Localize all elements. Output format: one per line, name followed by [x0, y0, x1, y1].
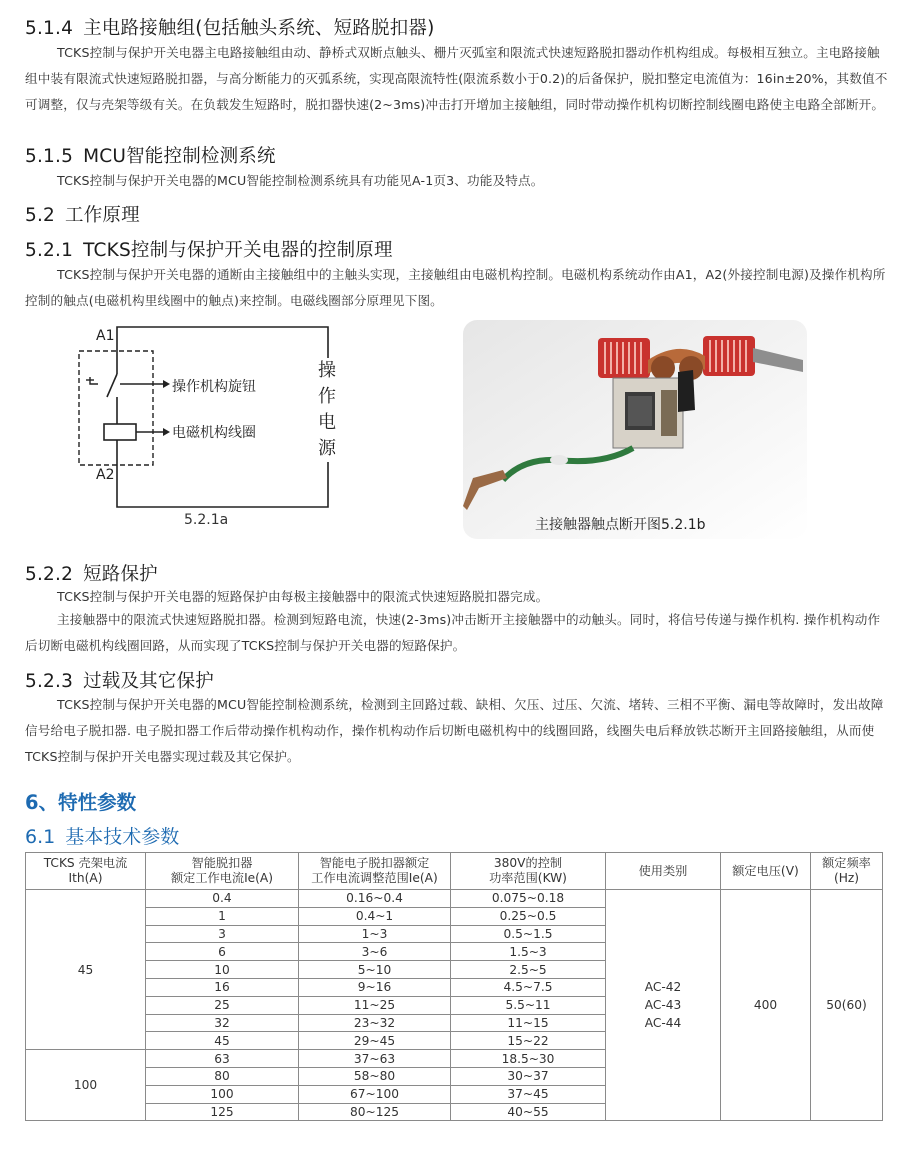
cell-kw: 1.5~3: [451, 943, 606, 961]
cell-range: 9~16: [299, 978, 451, 996]
cell-kw: 2.5~5: [451, 961, 606, 979]
heading-6-1: 6.1 基本技术参数: [25, 826, 180, 848]
circuit-wire: [117, 327, 328, 507]
cell-use-category: AC-42 AC-43 AC-44: [606, 890, 721, 1121]
coil-symbol: [104, 424, 136, 440]
label-operating-knob: 操作机构旋钮: [172, 379, 256, 395]
para-5-1-4: TCKS控制与保护开关电器主电路接触组由动、静桥式双断点触头、栅片灭弧室和限流式快速短路脱扣器动作机构组成。每极相互独立。主电路接触组中装有限流式快速短路脱扣器，与高分断能力的灭弧系统，实现高限流特性(限流系数小于0.2)的后备保护，脱扣整定电流值为：16in±20%，其数值不可调整，仅与壳架等级有关。在负载发生短路时，脱扣器快速(2~3ms)冲击打开增加主接触组，同时带动操作机构切断控制线圈电路使主电路全部断开。: [25, 45, 888, 112]
cell-frequency: 50(60): [811, 890, 883, 1121]
para-5-1-5: TCKS控制与保护开关电器的MCU智能控制检测系统具有功能见A-1页3、功能及特点。: [57, 173, 544, 188]
cell-ie: 10: [146, 961, 299, 979]
label-a2: A2: [96, 467, 115, 483]
para-5-2-3: TCKS控制与保护开关电器的MCU智能控制检测系统，检测到主回路过载、缺相、欠压、过压、欠流、堵转、三相不平衡、漏电等故障时，发出故障信号给电子脱扣器. 电子脱扣器工作后带动操作机构动作，操作机构动作后切断电磁机构中的线圈回路，线圈失电后释放铁芯断开主回路接触组，从而使TCKS控制与保护开关电器实现过载及其它保护。: [25, 697, 884, 764]
cell-ie: 6: [146, 943, 299, 961]
cell-range: 11~25: [299, 996, 451, 1014]
cell-kw: 18.5~30: [451, 1050, 606, 1068]
cell-ie: 25: [146, 996, 299, 1014]
heading-5-1-4: 5.1.4 主电路接触组(包括触头系统、短路脱扣器): [25, 18, 435, 39]
cell-kw: 11~15: [451, 1014, 606, 1032]
cell-ie: 16: [146, 978, 299, 996]
cell-kw: 4.5~7.5: [451, 978, 606, 996]
cell-frame-45: 45: [26, 890, 146, 1050]
cell-ie: 0.4: [146, 890, 299, 908]
col-header-use-category: 使用类别: [606, 853, 721, 890]
cell-kw: 0.25~0.5: [451, 907, 606, 925]
cell-range: 1~3: [299, 925, 451, 943]
cell-ie: 63: [146, 1050, 299, 1068]
cell-range: 29~45: [299, 1032, 451, 1050]
col-header-rated-voltage: 额定电压(V): [721, 853, 811, 890]
cell-kw: 40~55: [451, 1103, 606, 1121]
arrow-knob: [163, 380, 170, 388]
cell-kw: 37~45: [451, 1085, 606, 1103]
table-header-row: [26, 853, 883, 890]
cell-range: 58~80: [299, 1067, 451, 1085]
cell-ie: 1: [146, 907, 299, 925]
cell-ie: 125: [146, 1103, 299, 1121]
caption-5-2-1b: 主接触器触点断开图5.2.1b: [535, 517, 706, 533]
cell-ie: 80: [146, 1067, 299, 1085]
cell-ie: 32: [146, 1014, 299, 1032]
col-header-rated-frequency: 额定频率(Hz): [811, 853, 883, 890]
coil-circuit-diagram: [70, 322, 370, 537]
cell-kw: 5.5~11: [451, 996, 606, 1014]
cell-ie: 3: [146, 925, 299, 943]
heading-5-2-3: 5.2.3 过载及其它保护: [25, 671, 214, 692]
heading-5-1-5: 5.1.5 MCU智能控制检测系统: [25, 146, 276, 167]
spec-table: [25, 852, 883, 1121]
cell-ie: 100: [146, 1085, 299, 1103]
cell-range: 3~6: [299, 943, 451, 961]
caption-5-2-1a: 5.2.1a: [184, 512, 229, 528]
cell-kw: 0.075~0.18: [451, 890, 606, 908]
cell-range: 5~10: [299, 961, 451, 979]
cell-ie: 45: [146, 1032, 299, 1050]
heading-5-2: 5.2 工作原理: [25, 205, 140, 226]
dashed-enclosure: [79, 351, 153, 465]
heading-5-2-1: 5.2.1 TCKS控制与保护开关电器的控制原理: [25, 240, 393, 261]
cell-kw: 30~37: [451, 1067, 606, 1085]
cell-range: 37~63: [299, 1050, 451, 1068]
cell-range: 0.4~1: [299, 907, 451, 925]
col-header-rated-current: 智能脱扣器 额定工作电流Ie(A): [146, 853, 299, 890]
label-a1: A1: [96, 328, 115, 344]
cell-kw: 15~22: [451, 1032, 606, 1050]
table-row: [26, 890, 883, 908]
cell-range: 23~32: [299, 1014, 451, 1032]
label-coil: 电磁机构线圈: [172, 425, 256, 441]
switch-contact: [107, 374, 117, 397]
cell-range: 0.16~0.4: [299, 890, 451, 908]
contactor-illustration: [463, 320, 807, 539]
para-5-2-2-b: 主接触器中的限流式快速短路脱扣器。检测到短路电流，快速(2-3ms)冲击断开主接触器中的动触头。同时，将信号传递与操作机构. 操作机构动作后切断电磁机构线圈回路，从而实现了TCKS控制与保护开关电器的短路保护。: [25, 612, 881, 653]
para-5-2-1: TCKS控制与保护开关电器的通断由主接触组中的主触头实现，主接触组由电磁机构控制。电磁机构系统动作由A1，A2(外接控制电源)及操作机构所控制的触点(电磁机构里线圈中的触点)来控制。电磁线圈部分原理见下图。: [25, 267, 886, 308]
heading-6: 6、特性参数: [25, 791, 137, 814]
para-5-2-2-a: TCKS控制与保护开关电器的短路保护由每极主接触器中的限流式快速短路脱扣器完成。: [57, 589, 549, 604]
cell-range: 67~100: [299, 1085, 451, 1103]
col-header-adjust-range: 智能电子脱扣器额定 工作电流调整范围Ie(A): [299, 853, 451, 890]
cell-frame-100: 100: [26, 1050, 146, 1121]
arrow-coil: [163, 428, 170, 436]
col-header-power-range: 380V的控制 功率范围(KW): [451, 853, 606, 890]
cell-kw: 0.5~1.5: [451, 925, 606, 943]
cell-voltage: 400: [721, 890, 811, 1121]
cell-range: 80~125: [299, 1103, 451, 1121]
label-power-source: 操 作 电 源: [316, 358, 338, 462]
contactor-photo: [463, 320, 807, 539]
heading-5-2-2: 5.2.2 短路保护: [25, 564, 158, 585]
col-header-frame-current: TCKS 壳架电流 Ith(A): [26, 853, 146, 890]
